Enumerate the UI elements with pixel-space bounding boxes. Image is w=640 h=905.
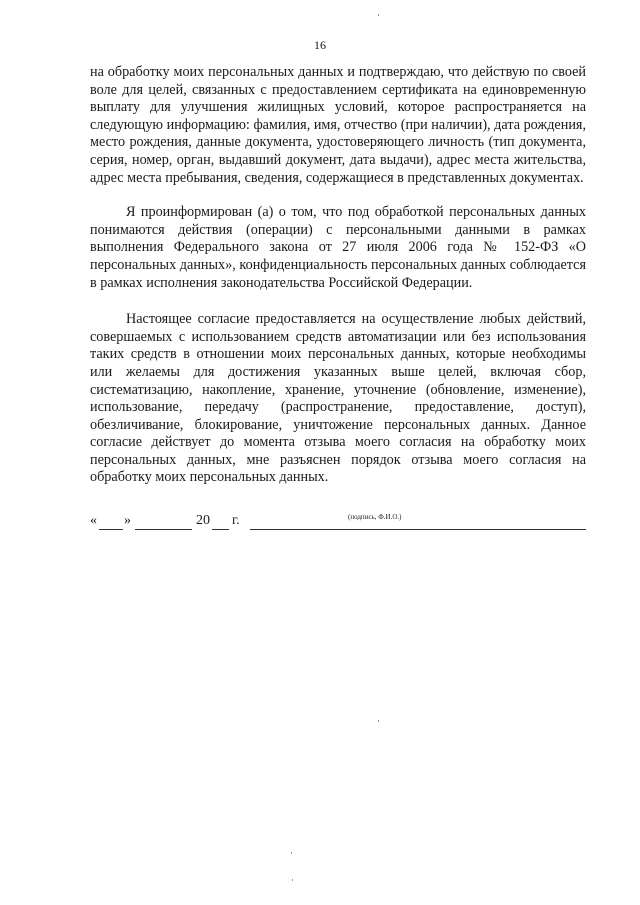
- scan-speck: [378, 14, 379, 16]
- scan-speck: [292, 879, 293, 881]
- date-year-prefix: 20: [196, 513, 210, 528]
- page-number: 16: [314, 38, 326, 52]
- signature-row: [90, 513, 586, 553]
- scan-speck: [291, 852, 292, 854]
- date-quote-open: «: [90, 513, 97, 528]
- signature-blank: [250, 529, 586, 530]
- paragraph-consent-actions: Настоящее согласие предоставляется на осуществление любых действий, совершаемых с использованием средств автоматизации или без использования таких средств в отношении моих персональных данных, которые необходимы или желаемы для достижения указанных выше целей, включая сбор, систематизацию, накопление, хранение, уточнение (обновление, изменение), использование, передачу (распространение, предоставление, доступ), обезличивание, блокирование, уничтожение персональных данных. Данное согласие действует до момента отзыва моего согласия на обработку моих персональных данных, мне разъяснен порядок отзыва моего согласия на обработку моих персональных данных.: [90, 311, 586, 486]
- date-day-blank: [99, 529, 123, 530]
- signature-caption: (подпись, Ф.И.О.): [348, 513, 402, 521]
- document-body: [90, 64, 586, 487]
- date-year-suffix: г.: [232, 513, 240, 528]
- date-year-blank: [212, 529, 229, 530]
- date-month-blank: [135, 529, 192, 530]
- paragraph-consent-scope: на обработку моих персональных данных и подтверждаю, что действую по своей воле для целей, связанных с предоставлением сертификата на единовременную выплату для улучшения жилищных условий, которое распространяется на следующую информацию: фамилия, имя, отчество (при наличии), дата рождения, место рождения, данные документа, удостоверяющего личность (тип документа, серия, номер, орган, выдавший документ, дата выдачи), адрес места жительства, адрес места пребывания, сведения, содержащиеся в представленных документах.: [90, 64, 586, 186]
- scan-speck: [378, 720, 379, 722]
- date-quote-close: »: [124, 513, 131, 528]
- paragraph-informed: Я проинформирован (а) о том, что под обработкой персональных данных понимаются действия (операции) с персональными данными в рамках выполнения Федерального закона от 27 июля 2006 года № 152-ФЗ «О персональных данных», конфиденциальность персональных данных соблюдается в рамках исполнения законодательства Российской Федерации.: [90, 204, 586, 291]
